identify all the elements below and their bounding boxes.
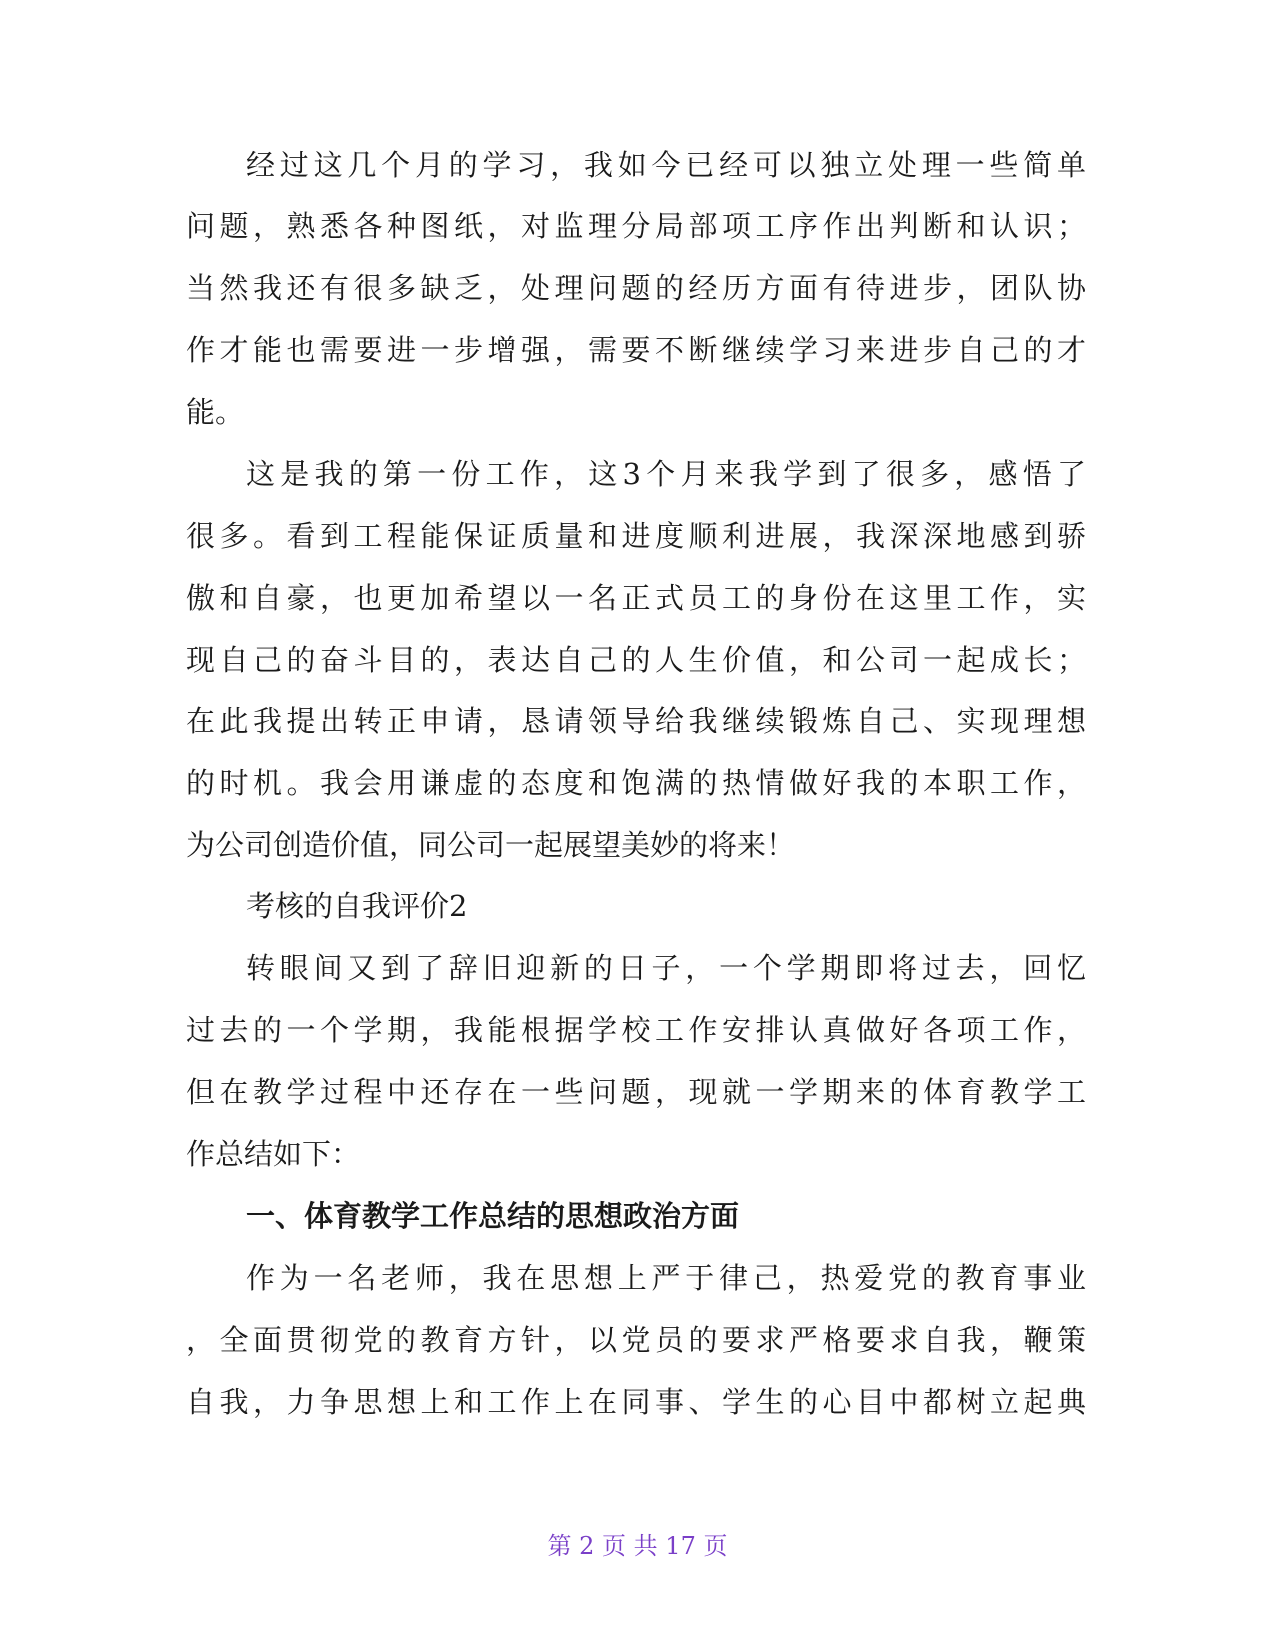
body-line: 问题，熟悉各种图纸，对监理分局部项工序作出判断和认识； [186, 209, 1086, 243]
page-footer: 第 2 页 共 17 页 [547, 1532, 728, 1560]
body-line: 过去的一个学期，我能根据学校工作安排认真做好各项工作， [186, 1013, 1086, 1047]
body-line: 作为一名老师，我在思想上严于律己，热爱党的教育事业 [246, 1261, 1086, 1295]
section-heading: 一、体育教学工作总结的思想政治方面 [246, 1199, 740, 1233]
body-line: 傲和自豪，也更加希望以一名正式员工的身份在这里工作，实 [186, 581, 1086, 615]
body-line: 作总结如下： [186, 1137, 361, 1171]
body-line: 这是我的第一份工作，这3个月来我学到了很多，感悟了 [246, 457, 1086, 491]
body-line: ，全面贯彻党的教育方针，以党员的要求严格要求自我，鞭策 [186, 1323, 1086, 1357]
body-line: 当然我还有很多缺乏，处理问题的经历方面有待进步，团队协 [186, 271, 1086, 305]
body-line: 自我，力争思想上和工作上在同事、学生的心目中都树立起典 [186, 1385, 1086, 1419]
body-line: 的时机。我会用谦虚的态度和饱满的热情做好我的本职工作， [186, 766, 1086, 800]
section-title: 考核的自我评价2 [246, 889, 468, 923]
body-line: 很多。看到工程能保证质量和进度顺利进展，我深深地感到骄 [186, 519, 1086, 553]
body-line: 现自己的奋斗目的，表达自己的人生价值，和公司一起成长； [186, 643, 1086, 677]
body-line: 为公司创造价值，同公司一起展望美妙的将来！ [186, 828, 796, 862]
body-line: 转眼间又到了辞旧迎新的日子，一个学期即将过去，回忆 [246, 951, 1086, 985]
body-line: 作才能也需要进一步增强，需要不断继续学习来进步自己的才 [186, 333, 1086, 367]
body-line: 在此我提出转正申请，恳请领导给我继续锻炼自己、实现理想 [186, 704, 1086, 738]
body-line: 能。 [186, 395, 245, 429]
body-line: 但在教学过程中还存在一些问题，现就一学期来的体育教学工 [186, 1075, 1086, 1109]
body-line: 经过这几个月的学习，我如今已经可以独立处理一些简单 [246, 148, 1086, 182]
